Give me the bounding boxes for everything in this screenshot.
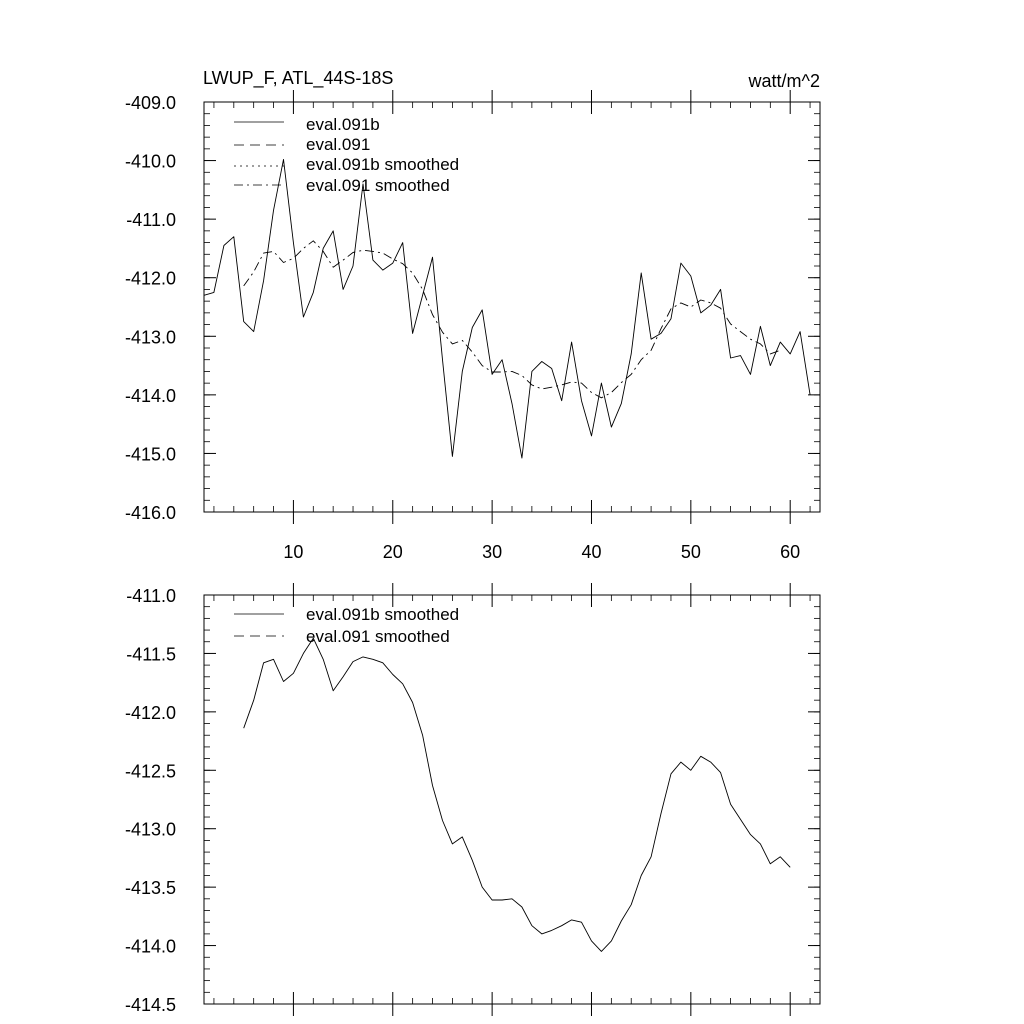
legend-label: eval.091 smoothed [306, 176, 450, 195]
axis-ticks [204, 90, 820, 524]
units-label: watt/m^2 [748, 71, 820, 91]
x-tick-label: 20 [382, 542, 403, 562]
legend-label: eval.091 [306, 135, 371, 154]
chart-title: LWUP_F, ATL_44S-18S [203, 68, 394, 88]
plot-frame [204, 595, 820, 1004]
legend-label: eval.091 smoothed [306, 627, 450, 646]
y-tick-label: -412.5 [124, 761, 176, 782]
y-tick-label: -413.5 [124, 878, 176, 899]
y-tick-label: -411.5 [126, 644, 176, 665]
series-line-eval-091-smoothed [244, 241, 781, 398]
legend [234, 605, 459, 646]
y-tick-label: -416.0 [124, 503, 176, 523]
plot-frame [204, 102, 820, 512]
bottom-panel [125, 583, 820, 1016]
series-line-eval-091b-smoothed [244, 638, 791, 951]
y-tick-label: -413.0 [124, 819, 176, 840]
x-tick-label: 40 [581, 542, 602, 562]
y-axis [125, 93, 176, 523]
y-tick-label: -412.0 [124, 268, 176, 289]
y-tick-label: -414.5 [124, 995, 176, 1015]
x-tick-label: 10 [283, 542, 304, 562]
legend-label: eval.091b smoothed [306, 605, 460, 624]
legend [234, 115, 459, 195]
y-tick-label: -411.0 [126, 586, 176, 606]
y-tick-label: -415.0 [124, 444, 176, 465]
y-tick-label: -409.0 [124, 93, 176, 113]
series-lines [244, 638, 791, 951]
x-tick-label: 50 [680, 542, 701, 562]
top-panel [125, 68, 820, 562]
legend-label: eval.091b smoothed [306, 155, 460, 174]
x-tick-label: 60 [780, 542, 801, 562]
y-tick-label: -414.0 [124, 385, 176, 406]
series-line-eval-091b [204, 159, 810, 458]
axis-ticks [204, 583, 820, 1016]
y-tick-label: -411.0 [126, 210, 176, 231]
y-axis [125, 586, 176, 1015]
y-tick-label: -414.0 [124, 936, 176, 957]
x-axis [283, 542, 800, 562]
legend-label: eval.091b [306, 115, 380, 134]
y-tick-label: -412.0 [124, 702, 176, 723]
series-lines [204, 159, 810, 458]
y-tick-label: -410.0 [124, 151, 176, 172]
y-tick-label: -413.0 [124, 327, 176, 348]
x-tick-label: 30 [482, 542, 503, 562]
